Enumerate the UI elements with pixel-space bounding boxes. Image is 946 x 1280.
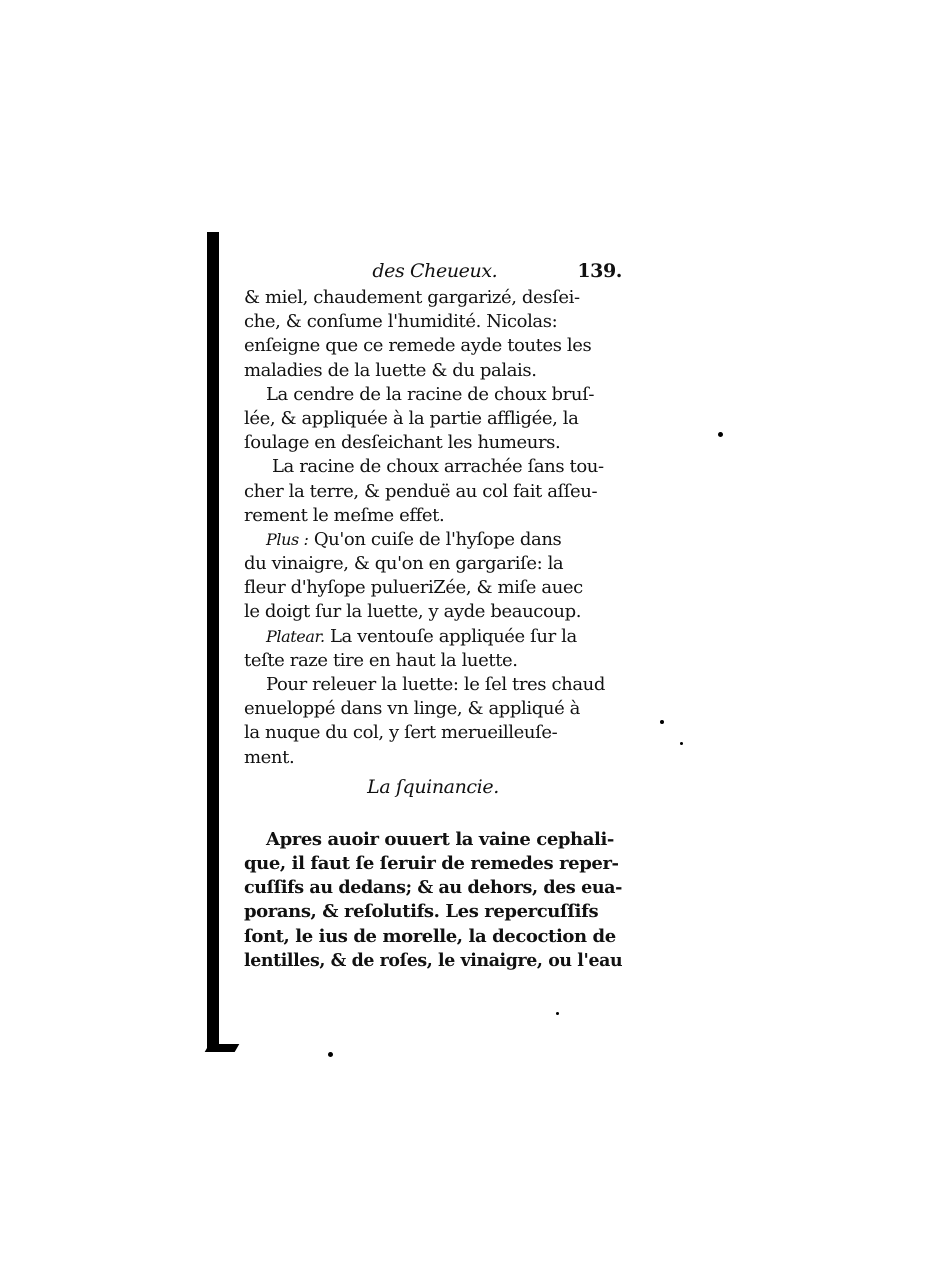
text-line: La cendre de la racine de choux bruſ- <box>266 383 595 405</box>
text-line: & miel, chaudement gargarizé, desſei- <box>244 287 580 308</box>
binding-edge-shadow <box>207 232 219 1050</box>
ink-speck <box>680 742 683 745</box>
text-line: que, il faut ſe ſeruir de remedes reper- <box>244 852 619 874</box>
text-line: enueloppé dans vn linge, & appliqué à <box>244 698 580 720</box>
section-title: La ſquinancie. <box>367 775 499 798</box>
page-number: 139. <box>577 260 622 282</box>
paragraph <box>244 528 622 625</box>
paragraph <box>244 286 622 383</box>
marginal-citation: Platear. <box>266 626 325 646</box>
marginal-citation: Plus : <box>266 529 309 549</box>
paragraph <box>244 673 622 770</box>
text-line <box>244 528 622 552</box>
text-line: porans, & reſolutifs. Les repercuſſifs <box>244 901 599 923</box>
text-line: du vinaigre, & qu'on en gargariſe: la <box>244 553 564 575</box>
running-title: des Cheueux. <box>372 260 498 282</box>
text-line-rest: Qu'on cuiſe de l'hyſope dans <box>313 528 562 550</box>
text-line: ſont, le ius de morelle, la decoction de <box>244 925 616 947</box>
text-line: La racine de choux arrachée ſans tou- <box>272 456 604 478</box>
text-line: ment. <box>244 746 295 768</box>
ink-speck <box>328 1052 333 1057</box>
text-line: ſoulage en desſeichant les humeurs. <box>244 432 561 454</box>
text-line: cuſſifs au dedans; & au dehors, des eua- <box>244 877 623 899</box>
running-header <box>244 256 622 286</box>
section-paragraph <box>244 828 622 973</box>
text-line: Pour releuer la luette: le ſel tres chaud <box>266 674 605 695</box>
text-line: le doigt ſur la luette, y ayde beaucoup. <box>244 601 582 623</box>
text-line: maladies de la luette & du palais. <box>244 359 537 381</box>
ink-speck <box>718 432 723 437</box>
binding-edge-foot <box>205 1044 240 1052</box>
text-line: la nuque du col, y ſert merueilleuſe- <box>244 722 558 744</box>
text-line: Apres auoir ouuert la vaine cephali- <box>266 828 614 850</box>
text-line: che, & conſume l'humidité. Nicolas: <box>244 311 558 333</box>
paragraph <box>244 455 622 528</box>
text-line: rement le meſme effet. <box>244 504 445 526</box>
text-block <box>244 256 622 973</box>
ink-speck <box>660 720 664 724</box>
text-line: enſeigne que ce remede ayde toutes les <box>244 335 592 357</box>
text-line: fleur d'hyſope pulueriZée, & miſe auec <box>244 577 583 599</box>
text-line: lée, & appliquée à la partie affligée, la <box>244 407 579 429</box>
text-line: teſte raze tire en haut la luette. <box>244 649 518 671</box>
text-line <box>244 625 622 649</box>
ink-speck <box>556 1012 559 1015</box>
paragraph <box>244 625 622 673</box>
text-line: cher la terre, & penduë au col fait aſſeu- <box>244 480 598 502</box>
paragraph <box>244 383 622 456</box>
text-line: lentilles, & de roſes, le vinaigre, ou l'eau <box>244 949 623 971</box>
text-line-rest: La ventouſe appliquée ſur la <box>329 625 577 647</box>
